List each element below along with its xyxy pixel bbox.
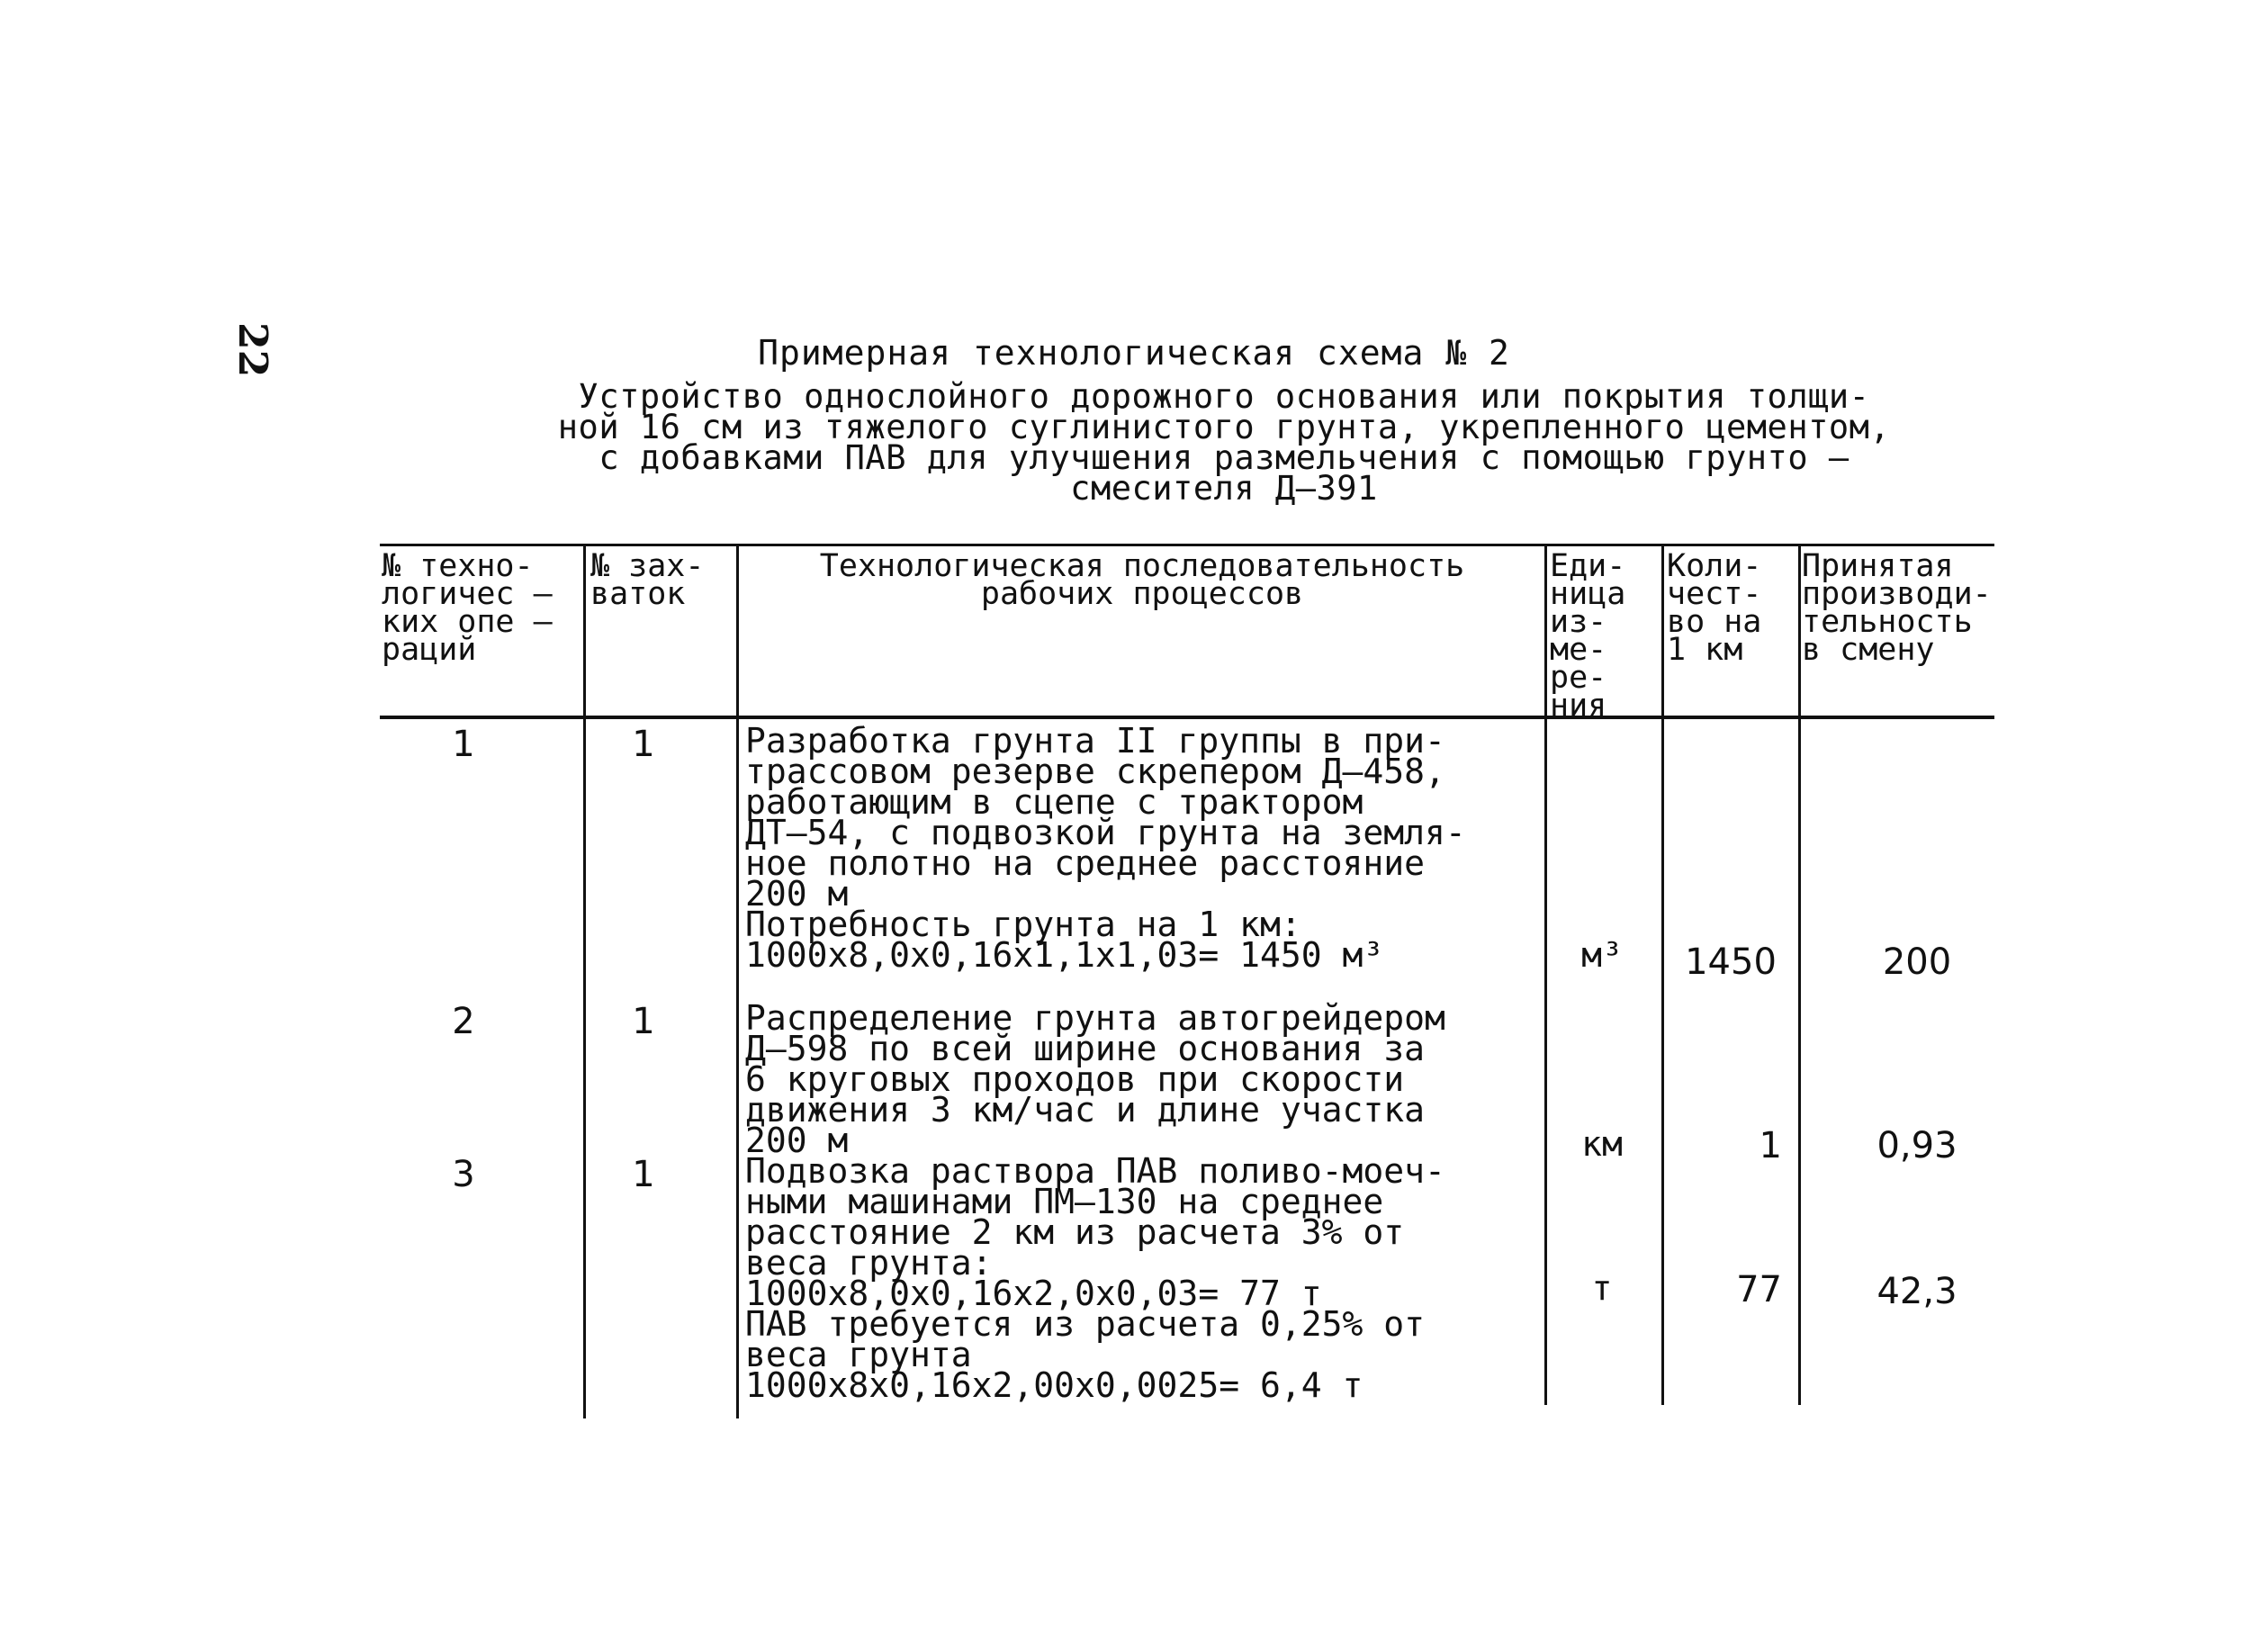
scheme-title: Примерная технологическая схема № 2 bbox=[758, 333, 1510, 373]
table-header-rule bbox=[380, 716, 1994, 719]
description-line: 1000х8,0х0,16х1,1х1,03= 1450 м³ bbox=[745, 935, 1384, 975]
row-qty: 1 bbox=[1759, 1125, 1782, 1166]
header-line: ких опе – bbox=[382, 604, 553, 640]
description-line: расстояние 2 км из расчета 3% от bbox=[745, 1212, 1405, 1252]
description-line: движения 3 км/час и длине участка bbox=[745, 1090, 1425, 1130]
header-line: № зах- bbox=[590, 548, 705, 584]
page-number: 22 bbox=[230, 322, 275, 378]
description-line: Подвозка раствора ПАВ поливо-моеч- bbox=[745, 1151, 1445, 1191]
header-line: рабочих процессов bbox=[980, 576, 1304, 612]
description-line: веса грунта: bbox=[745, 1243, 993, 1283]
row-qty: 77 bbox=[1736, 1269, 1782, 1310]
description-line: ПАВ требуется из расчета 0,25% от bbox=[745, 1304, 1425, 1344]
description-line: Разработка грунта II группы в при- bbox=[745, 721, 1445, 761]
scheme-subtitle bbox=[486, 377, 1962, 508]
row-op-number: 1 bbox=[452, 724, 475, 765]
header-line: из- bbox=[1550, 604, 1607, 640]
row-op-number: 2 bbox=[452, 1001, 475, 1042]
header-line: в смену bbox=[1802, 632, 1935, 668]
description-line: трассовом резерве скрепером Д–458, bbox=[745, 752, 1445, 791]
header-line: тельность bbox=[1802, 604, 1973, 640]
description-line: Потребность грунта на 1 км: bbox=[745, 905, 1301, 944]
header-qty bbox=[1667, 548, 1762, 668]
description-line: ными машинами ПМ–130 на среднее bbox=[745, 1182, 1384, 1221]
header-line: № техно- bbox=[382, 548, 534, 584]
header-line: Еди- bbox=[1550, 548, 1626, 584]
column-divider bbox=[1661, 545, 1664, 1405]
header-op-no bbox=[382, 548, 553, 668]
description-line: 1000х8,0х0,16х2,0х0,03= 77 т bbox=[745, 1274, 1322, 1313]
header-line: Технологическая последовательность bbox=[819, 548, 1465, 584]
header-line: Принятая bbox=[1802, 548, 1954, 584]
description-line: веса грунта bbox=[745, 1335, 972, 1374]
header-line: ре- bbox=[1550, 660, 1607, 696]
description-line: 6 круговых проходов при скорости bbox=[745, 1059, 1405, 1099]
row-unit: т bbox=[1591, 1268, 1613, 1308]
row-productivity: 200 bbox=[1882, 941, 1952, 983]
header-line: логичес – bbox=[382, 576, 553, 612]
header-unit bbox=[1550, 548, 1626, 724]
table-top-rule bbox=[380, 544, 1994, 546]
row-section-number: 1 bbox=[632, 1001, 655, 1042]
row-description bbox=[745, 998, 1537, 1160]
description-line: ДТ–54, с подвозкой грунта на земля- bbox=[745, 813, 1466, 852]
row-section-number: 1 bbox=[632, 1154, 655, 1195]
header-line: ния bbox=[1550, 688, 1607, 724]
header-section-no bbox=[590, 548, 705, 612]
subtitle-line: с добавками ПАВ для улучшения размельчения с помощью грунто – bbox=[598, 438, 1850, 477]
description-line: ное полотно на среднее расстояние bbox=[745, 843, 1425, 883]
column-divider bbox=[1798, 545, 1801, 1405]
row-section-number: 1 bbox=[632, 724, 655, 765]
row-description bbox=[745, 1151, 1537, 1405]
column-divider bbox=[736, 545, 739, 1418]
column-divider bbox=[583, 545, 586, 1418]
row-productivity: 42,3 bbox=[1876, 1271, 1958, 1312]
header-line: производи- bbox=[1802, 576, 1992, 612]
header-productivity bbox=[1802, 548, 1992, 668]
header-line: чест- bbox=[1667, 576, 1762, 612]
description-line: Распределение грунта автогрейдером bbox=[745, 998, 1445, 1038]
header-line: Коли- bbox=[1667, 548, 1762, 584]
row-op-number: 3 bbox=[452, 1154, 475, 1195]
description-line: 1000х8х0,16х2,00х0,0025= 6,4 т bbox=[745, 1365, 1364, 1405]
subtitle-line: Устройство однослойного дорожного основания или покрытия толщи- bbox=[578, 377, 1870, 416]
description-line: Д–598 по всей ширине основания за bbox=[745, 1029, 1425, 1068]
header-line: 1 км bbox=[1667, 632, 1743, 668]
header-line: ваток bbox=[590, 576, 686, 612]
row-productivity: 0,93 bbox=[1876, 1125, 1958, 1166]
description-line: 200 м bbox=[745, 874, 849, 914]
row-qty: 1450 bbox=[1685, 941, 1777, 983]
subtitle-line: смесителя Д–391 bbox=[1070, 469, 1378, 508]
row-unit: м³ bbox=[1581, 935, 1623, 975]
header-line: во на bbox=[1667, 604, 1762, 640]
row-unit: км bbox=[1581, 1124, 1623, 1164]
row-description bbox=[745, 721, 1537, 975]
subtitle-line: ной 16 см из тяжелого суглинистого грунта, укрепленного цементом, bbox=[557, 408, 1891, 446]
description-line: 200 м bbox=[745, 1121, 849, 1160]
column-divider bbox=[1544, 545, 1547, 1405]
header-line: ница bbox=[1550, 576, 1626, 612]
description-line: работающим в сцепе с трактором bbox=[745, 782, 1364, 822]
header-line: раций bbox=[382, 632, 477, 668]
header-line: ме- bbox=[1550, 632, 1607, 668]
header-process bbox=[740, 548, 1544, 612]
